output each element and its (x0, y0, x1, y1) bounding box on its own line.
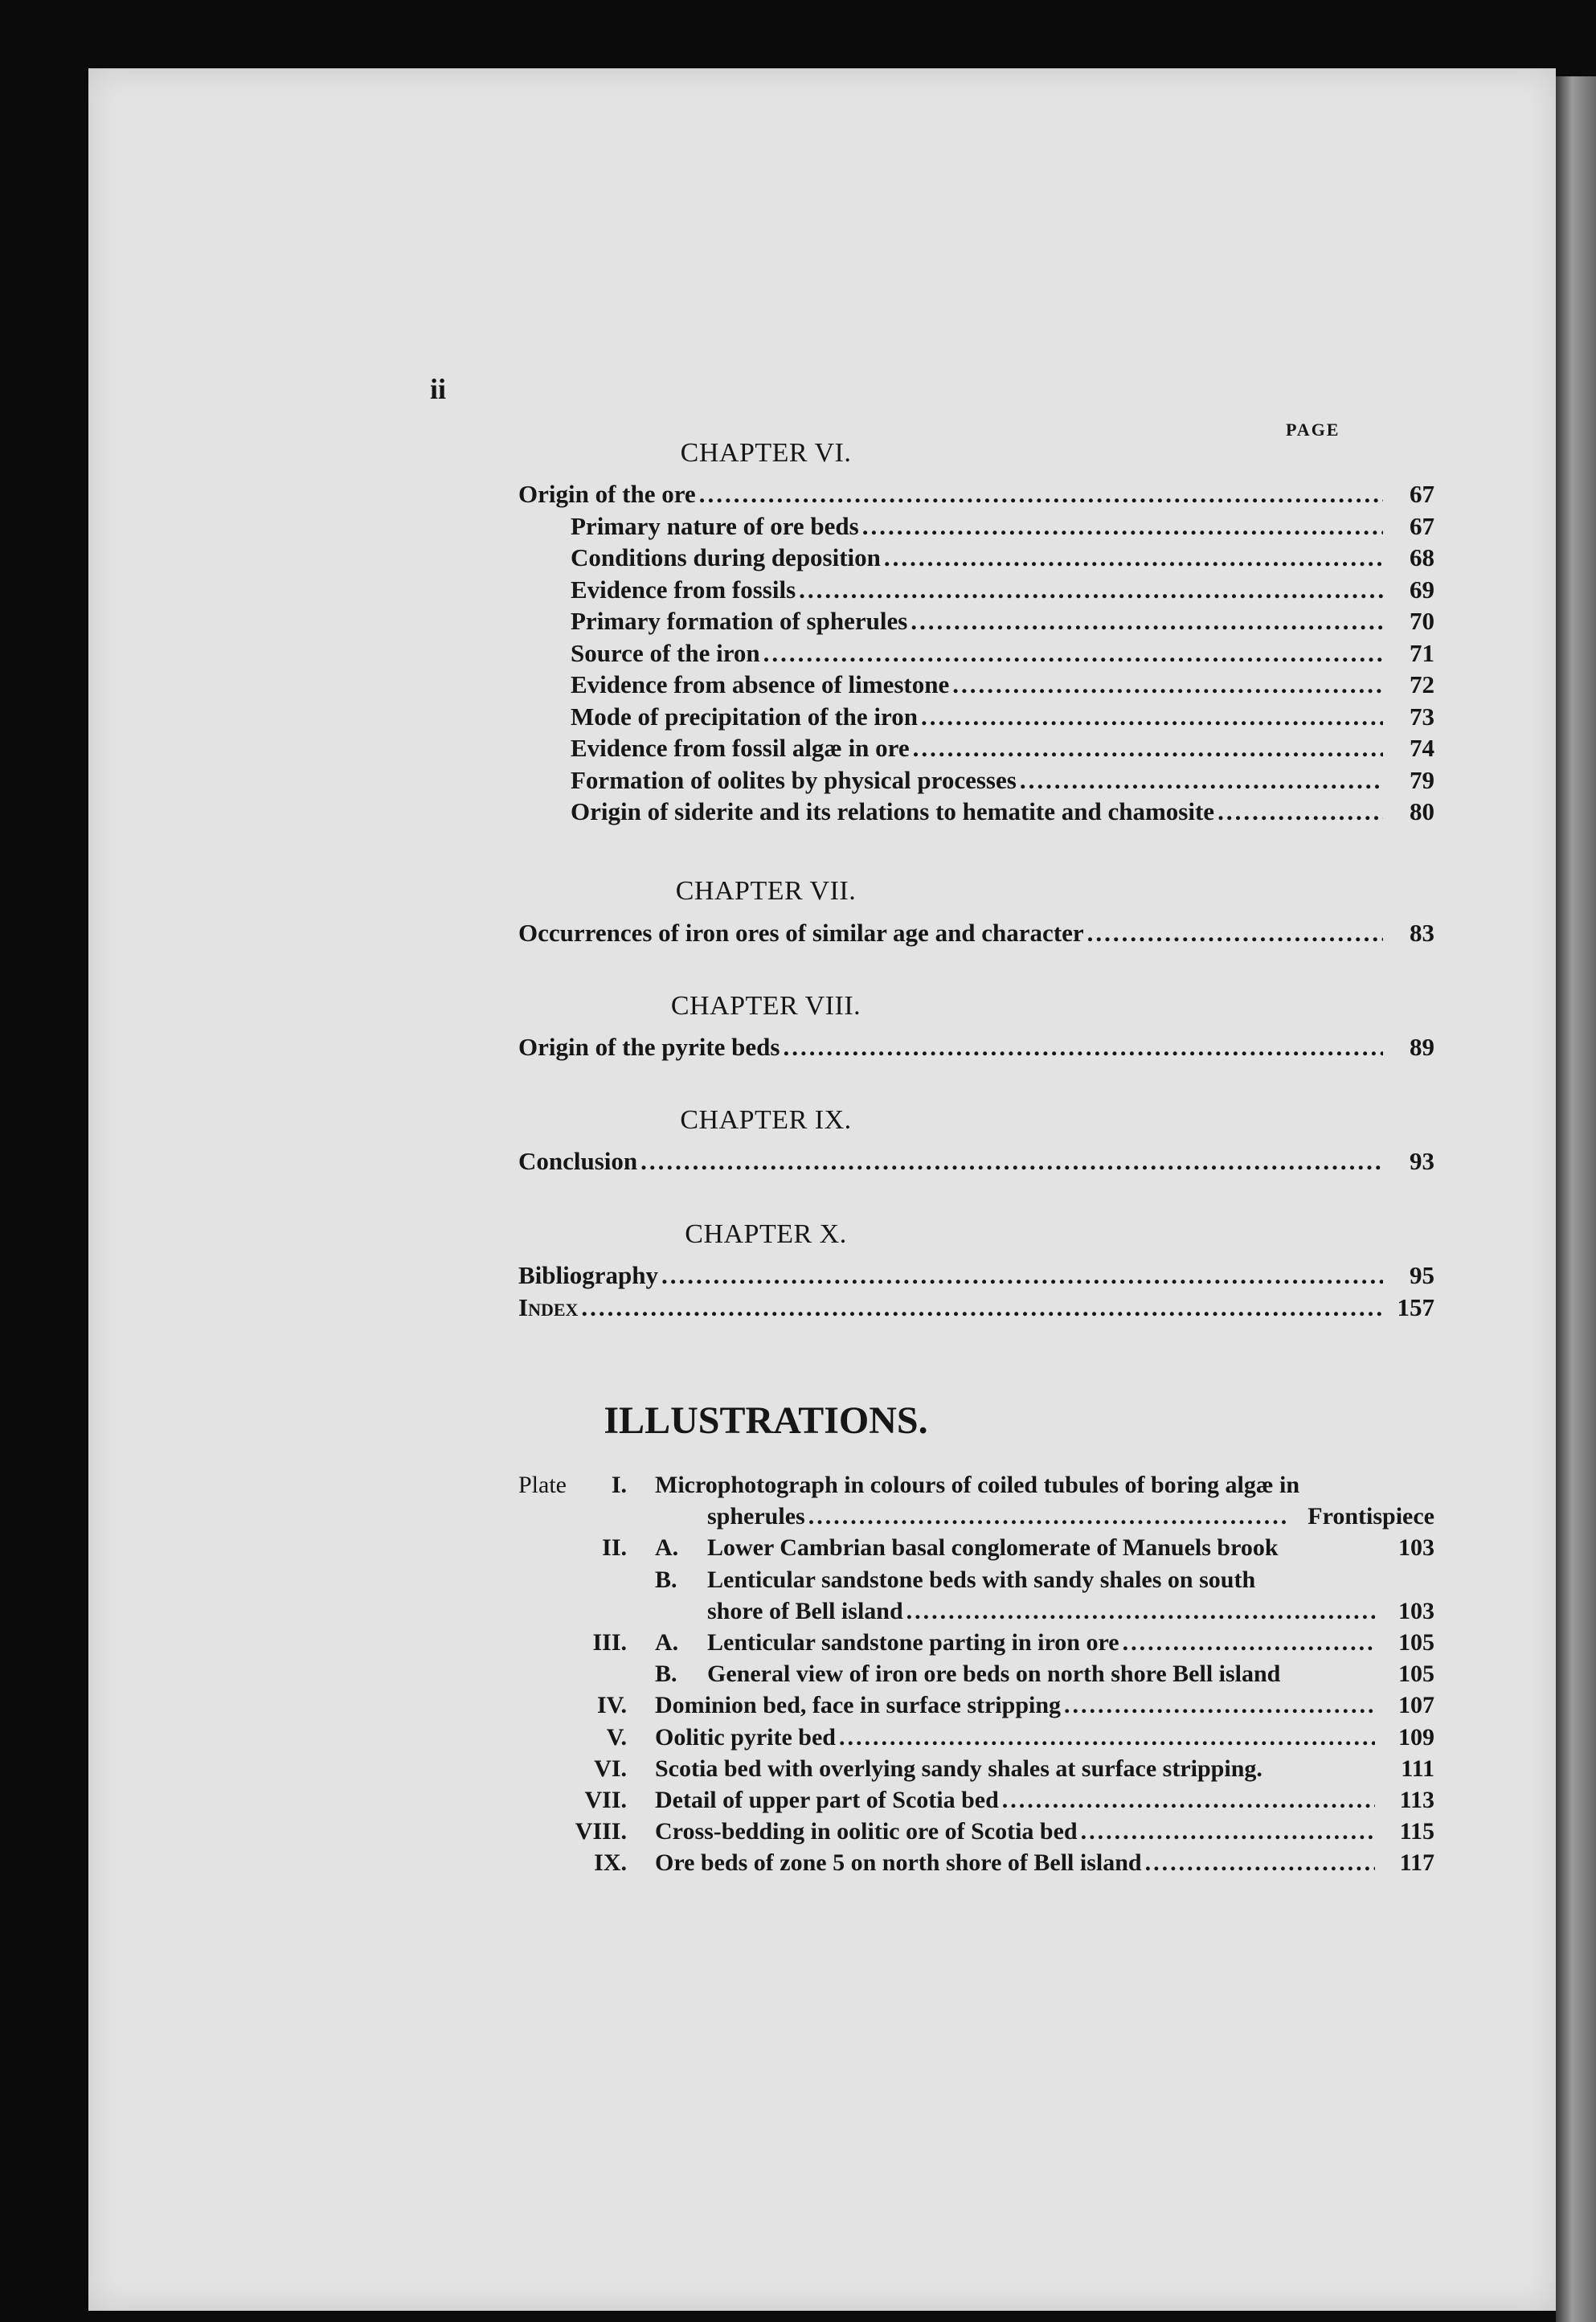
illustration-page: 115 (1399, 1818, 1434, 1845)
plate-number: V. (606, 1723, 627, 1751)
illustration-caption: Lenticular sandstone parting in iron ore (707, 1629, 1119, 1656)
toc-entry-page: 83 (1410, 919, 1434, 947)
toc-entry-page: 157 (1397, 1292, 1434, 1321)
illustration-page: 109 (1398, 1723, 1434, 1751)
plate-letter: A. (655, 1534, 679, 1562)
illustration-caption: Detail of upper part of Scotia bed (655, 1787, 999, 1813)
illustration-page: 103 (1398, 1597, 1434, 1624)
dot-leader (808, 1503, 1287, 1530)
illustration-page: 113 (1399, 1787, 1434, 1813)
toc-entry (571, 702, 1434, 735)
toc-entry-page: 89 (1410, 1033, 1434, 1061)
dot-leader (952, 670, 1383, 699)
toc-entry-label: Source of the iron (571, 638, 760, 667)
toc-entry-page: 69 (1410, 575, 1434, 604)
toc-entry-label: Origin of siderite and its relations to hematite and chamosite (571, 797, 1215, 825)
toc-entry-label: Occurrences of iron ores of similar age and character (518, 919, 1084, 947)
illustration-page: 111 (1401, 1755, 1434, 1782)
dot-leader (913, 734, 1383, 763)
toc-entry (571, 766, 1434, 798)
illustration-caption: Lenticular sandstone beds with sandy shales on south (707, 1566, 1256, 1593)
toc-entry-label: Bibliography (518, 1261, 658, 1289)
illustration-caption: Microphotograph in colours of coiled tubules of boring algæ in (655, 1472, 1300, 1498)
toc-entry (571, 639, 1434, 671)
illustration-caption: Dominion bed, face in surface stripping (655, 1692, 1062, 1719)
illustration-row (506, 1661, 1434, 1693)
toc-entry-page: 67 (1410, 511, 1434, 540)
dot-leader (1145, 1849, 1375, 1877)
plate-number: II. (602, 1534, 627, 1562)
illustration-caption: Ore beds of zone 5 on north shore of Bell island (655, 1849, 1142, 1877)
dot-leader (911, 607, 1383, 636)
plate-number: VI. (594, 1755, 627, 1782)
toc-entry-page: 74 (1410, 734, 1434, 762)
toc-entry-label: Evidence from fossil algæ in ore (571, 734, 910, 762)
toc-entry (571, 797, 1434, 829)
illustration-caption: Oolitic pyrite bed (655, 1723, 836, 1751)
plate-number: III. (592, 1629, 627, 1656)
illustration-row (506, 1849, 1434, 1882)
toc-entry (571, 670, 1434, 702)
toc-entry-label: Formation of oolites by physical processes (571, 765, 1017, 794)
illustration-row (506, 1503, 1434, 1535)
illustration-page: 105 (1398, 1629, 1434, 1656)
illustrations-title: ILLUSTRATIONS. (604, 1399, 928, 1442)
dot-leader (763, 639, 1383, 668)
illustration-page: 105 (1398, 1661, 1434, 1688)
illustration-caption: spherules (707, 1503, 805, 1530)
toc-entry-label: Primary nature of ore beds (571, 511, 859, 540)
toc-entry (518, 1147, 1434, 1179)
dot-leader (784, 1033, 1384, 1062)
toc-entry (571, 512, 1434, 544)
dot-leader (906, 1598, 1375, 1625)
toc-entry-label: Mode of precipitation of the iron (571, 702, 918, 731)
dot-leader (1217, 797, 1383, 826)
toc-entry-page: 79 (1410, 765, 1434, 794)
illustration-row (506, 1724, 1434, 1756)
dot-leader (884, 543, 1383, 572)
plate-number: IX. (594, 1849, 627, 1877)
illustration-row (506, 1629, 1434, 1661)
illustration-page: 103 (1398, 1534, 1434, 1562)
toc-entry (518, 1293, 1434, 1325)
illustration-caption: General view of iron ore beds on north shore Bell island (707, 1661, 1281, 1688)
illustration-row (506, 1598, 1434, 1630)
chapter-heading: CHAPTER VII. (675, 876, 857, 906)
toc-entry-label: Evidence from fossils (571, 575, 796, 604)
dot-leader (839, 1724, 1375, 1751)
illustration-row (506, 1472, 1434, 1504)
dot-leader (1087, 919, 1383, 948)
toc-entry-page: 80 (1410, 797, 1434, 825)
toc-entry (518, 1261, 1434, 1293)
toc-entry (571, 734, 1434, 766)
toc-entry-label: Origin of the pyrite beds (518, 1033, 780, 1061)
toc-entry (571, 607, 1434, 639)
illustration-caption: Cross-bedding in oolitic ore of Scotia bed (655, 1818, 1078, 1845)
dot-leader (799, 575, 1383, 604)
toc-entry (571, 543, 1434, 575)
dot-leader (581, 1293, 1383, 1322)
page-column-header: PAGE (1286, 420, 1340, 440)
toc-entry-page: 68 (1410, 543, 1434, 571)
illustration-page: Frontispiece (1307, 1503, 1434, 1530)
dot-leader (921, 702, 1383, 731)
dot-leader (661, 1261, 1383, 1290)
dot-leader (1123, 1629, 1375, 1657)
dot-leader (640, 1147, 1383, 1176)
toc-entry-label: Index (518, 1292, 579, 1321)
toc-entry-label: Primary formation of spherules (571, 607, 908, 635)
toc-entry-page: 93 (1410, 1147, 1434, 1175)
toc-entry (571, 575, 1434, 608)
illustration-row (506, 1787, 1434, 1819)
toc-entry-page: 95 (1410, 1261, 1434, 1289)
dot-leader (1081, 1818, 1375, 1845)
illustration-row (506, 1818, 1434, 1850)
plate-number: VIII. (575, 1818, 627, 1845)
illustration-row (506, 1692, 1434, 1724)
plate-word: Plate (518, 1472, 567, 1498)
illustration-page: 117 (1399, 1849, 1434, 1877)
toc-entry (518, 480, 1434, 512)
toc-entry-page: 67 (1410, 480, 1434, 508)
illustration-caption: shore of Bell island (707, 1597, 903, 1624)
illustration-caption: Scotia bed with overlying sandy shales at surface stripping. (655, 1755, 1262, 1782)
dot-leader (1002, 1787, 1375, 1814)
chapter-heading: CHAPTER VI. (680, 438, 852, 468)
illustration-row (506, 1534, 1434, 1566)
book-spine-edge (1556, 76, 1596, 2322)
illustration-row (506, 1566, 1434, 1599)
dot-leader (862, 512, 1383, 541)
plate-number: I. (611, 1472, 627, 1498)
plate-letter: A. (655, 1629, 679, 1656)
illustration-caption: Lower Cambrian basal conglomerate of Manuels brook (707, 1534, 1279, 1562)
toc-entry-label: Conclusion (518, 1147, 638, 1175)
dot-leader (1020, 766, 1383, 795)
illustration-row (506, 1755, 1434, 1788)
page-number: ii (430, 373, 447, 405)
plate-letter: B. (655, 1661, 677, 1688)
toc-entry-label: Conditions during deposition (571, 543, 881, 571)
toc-entry-page: 73 (1410, 702, 1434, 731)
toc-entry-page: 71 (1410, 638, 1434, 667)
plate-letter: B. (655, 1566, 677, 1593)
toc-entry (518, 1033, 1434, 1065)
page-sheet (88, 68, 1556, 2311)
toc-entry (518, 919, 1434, 951)
toc-entry-page: 70 (1410, 607, 1434, 635)
plate-number: IV. (597, 1692, 627, 1719)
chapter-heading: CHAPTER X. (685, 1219, 847, 1249)
toc-entry-label: Evidence from absence of limestone (571, 670, 950, 698)
dot-leader (1064, 1692, 1375, 1719)
toc-entry-page: 72 (1410, 670, 1434, 698)
chapter-heading: CHAPTER IX. (680, 1105, 852, 1135)
dot-leader (699, 480, 1383, 509)
chapter-heading: CHAPTER VIII. (670, 991, 861, 1021)
illustration-page: 107 (1398, 1692, 1434, 1719)
toc-entry-label: Origin of the ore (518, 480, 696, 508)
plate-number: VII. (584, 1787, 627, 1813)
